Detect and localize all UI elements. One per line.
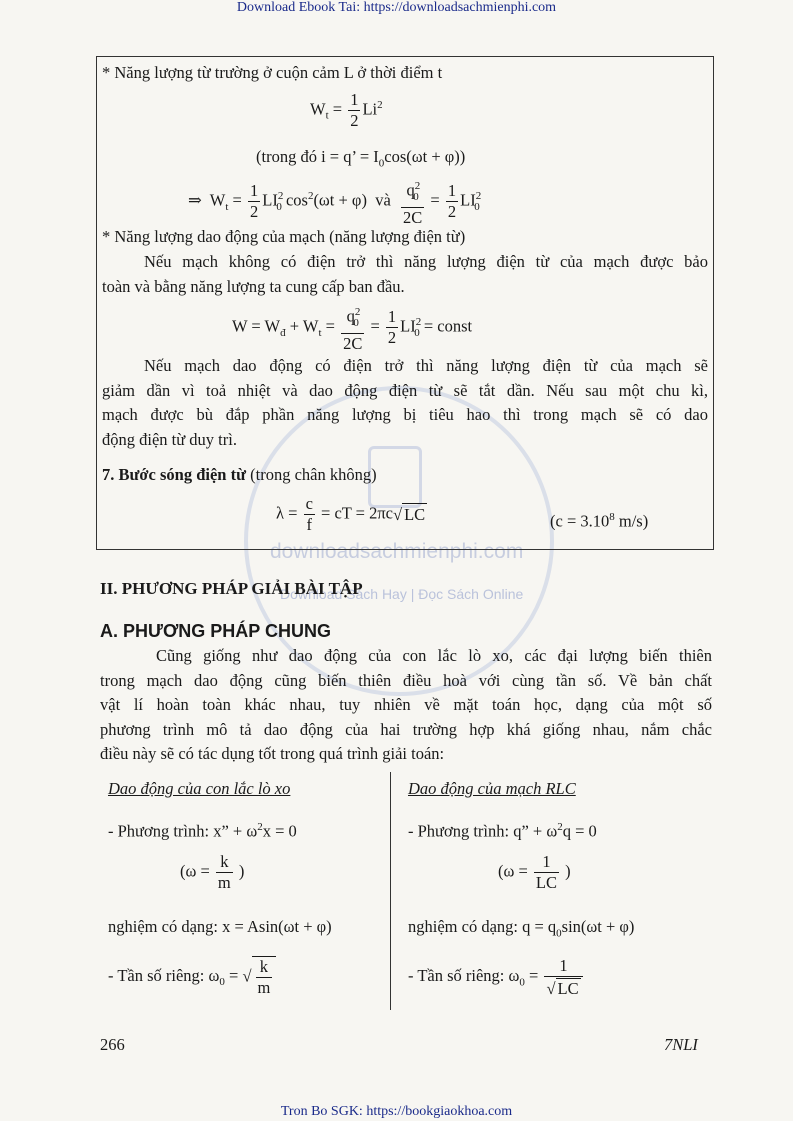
formula-part: - Tần số riêng: ω xyxy=(108,965,220,985)
formula-part: 0 xyxy=(474,200,480,213)
right-frequency xyxy=(408,956,585,999)
text-line: * Năng lượng dao động của mạch (năng lượng điện từ) xyxy=(102,227,466,246)
formula-part: Li xyxy=(362,99,378,119)
numerator: 1 xyxy=(534,852,559,873)
sqrt-symbol: √ LC xyxy=(546,978,579,998)
formula-part: 2 xyxy=(307,190,314,203)
formula-part: và xyxy=(375,190,391,210)
formula-part: t xyxy=(318,326,322,339)
formula-part: cos(ωt + φ)) xyxy=(384,147,466,166)
formula-part: = cT = 2πc xyxy=(321,503,394,523)
formula-part: 2 xyxy=(377,98,383,111)
formula-part: 0 xyxy=(556,927,562,940)
formula-part: q xyxy=(406,180,415,200)
formula-part: q = 0 xyxy=(562,821,597,841)
formula-wt-full xyxy=(188,176,480,228)
formula-part: = const xyxy=(423,316,473,336)
formula-part: W = W xyxy=(232,316,281,336)
denominator: 2 xyxy=(387,328,397,348)
formula-part: ) xyxy=(238,861,245,881)
fraction xyxy=(348,90,360,131)
denominator xyxy=(544,977,582,999)
paragraph xyxy=(102,354,708,452)
page-number: 266 xyxy=(100,1035,125,1054)
section-7-bold: 7. Bước sóng điện từ xyxy=(102,465,246,484)
formula-part: W xyxy=(310,99,326,119)
fraction xyxy=(446,181,458,222)
formula-part: - Phương trình: x” + ω xyxy=(108,821,258,841)
speed-of-light xyxy=(550,506,648,533)
formula-part: LI xyxy=(400,316,416,336)
formula-i xyxy=(256,146,465,174)
watermark-subtext: Download Sách Hay | Đọc Sách Online xyxy=(280,586,524,602)
formula-part: - Tần số riêng: ω xyxy=(408,966,520,986)
formula-part: = xyxy=(370,316,380,336)
formula-part: 2 xyxy=(257,821,263,833)
fraction xyxy=(534,852,559,893)
section-7-title xyxy=(102,464,377,486)
formula-part: = xyxy=(529,966,539,986)
radicand xyxy=(252,956,277,998)
formula-part: (c = 3.10 xyxy=(550,511,610,531)
text-line: giảm dần vì toả nhiệt và dao động điện từ sẽ tắt dần. Nếu sau một chu kì, xyxy=(102,380,708,400)
numerator: c xyxy=(305,494,313,513)
footer-link[interactable]: Tron Bo SGK: https://bookgiaokhoa.com xyxy=(280,1104,513,1119)
formula-wtotal xyxy=(232,302,472,354)
numerator: k xyxy=(216,852,233,873)
text-line: trong mạch dao động cũng biến thiên điều hoà với cùng tần số. Về bản chất xyxy=(100,670,712,690)
text-line: mạch được bù đắp phần năng lượng bị tiêu hao thì trong mạch sẽ có dao xyxy=(102,405,708,424)
denominator: 2C xyxy=(403,207,423,227)
formula-part: nghiệm có dạng: q = q xyxy=(408,917,557,936)
left-column-title: Dao động của con lắc lò xo xyxy=(108,779,291,798)
right-equation xyxy=(408,816,597,843)
text-line: Cũng giống như dao động của con lắc lò xo, các đại lượng biến thiên xyxy=(156,646,712,665)
formula-part: 2 xyxy=(475,190,482,203)
formula-part: = xyxy=(430,190,440,210)
formula-part: t xyxy=(225,200,229,213)
left-equation xyxy=(108,816,297,843)
formula-part: 0 xyxy=(414,326,420,339)
formula-part: LC xyxy=(404,505,426,524)
numerator: 1 xyxy=(249,181,259,201)
numerator: 1 xyxy=(387,307,397,327)
text-line: Nếu mạch dao động có điện trở thì năng lượng điện từ của mạch sẽ xyxy=(144,356,708,375)
watermark-text: downloadsachmienphi.com xyxy=(270,540,524,563)
text-line: điều này sẽ có tác dụng tốt trong quá trình giải toán: xyxy=(100,744,445,763)
sqrt-symbol: √ $\frac{k}{m}$ xyxy=(242,956,276,998)
text-line: phương trình mô tả dao động của hai trường hợp khá giống nhau, nắm chắc xyxy=(100,719,712,739)
arrow-icon: ⇒ xyxy=(188,190,202,210)
formula-lambda xyxy=(276,494,427,535)
formula-part: 0 xyxy=(219,976,225,989)
formula-part: 8 xyxy=(609,511,615,523)
text-line: Nếu mạch không có điện trở thì năng lượng điện từ của mạch được bảo xyxy=(144,252,708,271)
formula-part: 2 xyxy=(415,316,422,329)
formula-part: - Phương trình: q” + ω xyxy=(408,821,558,841)
formula-wt xyxy=(310,90,383,131)
left-omega xyxy=(180,852,244,893)
formula-part: (ω = xyxy=(498,861,528,881)
numerator: 1 xyxy=(544,956,582,977)
formula-part: 0 xyxy=(519,976,525,989)
intro-paragraph xyxy=(100,644,712,767)
paragraph xyxy=(102,250,708,299)
text-line: động điện từ duy trì. xyxy=(102,429,237,449)
denominator: 2 xyxy=(350,111,359,130)
text-line: * Năng lượng từ trường ở cuộn cảm L ở thời điểm t xyxy=(102,63,443,82)
column-divider xyxy=(390,772,391,1010)
fraction xyxy=(386,307,398,348)
formula-part: 2 xyxy=(557,821,563,833)
subsection-heading: A. PHƯƠNG PHÁP CHUNG xyxy=(100,621,331,641)
formula-part: đ xyxy=(280,326,286,339)
fraction xyxy=(248,181,260,222)
text-line: vật lí hoàn toàn khác nhau, tuy nhiên về mặt toán học, dạng của một số xyxy=(100,695,712,714)
fraction xyxy=(304,494,315,535)
formula-part: = xyxy=(232,190,242,210)
fraction xyxy=(341,302,364,354)
formula-part: = xyxy=(332,99,343,119)
corner-mark: 7NLI xyxy=(664,1035,698,1054)
numerator xyxy=(341,302,364,334)
denominator: 2 xyxy=(447,202,457,222)
formula-part: = xyxy=(229,965,239,985)
denominator: 2C xyxy=(343,333,363,353)
fraction xyxy=(544,956,582,999)
fraction xyxy=(401,176,424,228)
formula-part: 0 xyxy=(413,190,419,203)
section-heading: II. PHƯƠNG PHÁP GIẢI BÀI TẬP xyxy=(100,579,363,598)
formula-part: (trong đó i = q’ = I xyxy=(256,147,379,166)
formula-part: 0 xyxy=(276,200,282,213)
formula-part: sin(ωt + φ) xyxy=(561,917,635,936)
formula-part: x = 0 xyxy=(262,821,297,841)
formula-part: (ω = xyxy=(180,861,210,881)
sqrt-symbol: √ LC xyxy=(393,505,426,524)
denominator: 2 xyxy=(249,202,259,222)
formula-part: 2 xyxy=(414,180,421,192)
formula-part: m/s) xyxy=(618,511,649,531)
right-column-title: Dao động của mạch RLC xyxy=(408,779,576,798)
formula-part: λ = xyxy=(276,503,298,523)
left-solution: nghiệm có dạng: x = Asin(ωt + φ) xyxy=(108,917,332,936)
formula-part: 0 xyxy=(353,316,359,329)
fraction xyxy=(256,957,273,998)
denominator: f xyxy=(306,515,312,534)
formula-part: 0 xyxy=(378,157,385,170)
denominator: m xyxy=(257,978,271,997)
formula-part: (ωt + φ) xyxy=(313,190,367,210)
denominator: LC xyxy=(535,873,558,892)
formula-part: q xyxy=(346,306,355,326)
numerator: 1 xyxy=(350,90,359,109)
section-7-rest: (trong chân không) xyxy=(250,465,377,484)
denominator: m xyxy=(217,873,231,892)
header-link[interactable]: Download Ebook Tai: https://downloadsachmienphi.com xyxy=(236,0,557,15)
formula-part: LI xyxy=(460,190,476,210)
right-omega xyxy=(498,852,571,893)
text-line: toàn và bằng năng lượng ta cung cấp ban đầu. xyxy=(102,276,405,296)
formula-part: ) xyxy=(565,861,571,881)
formula-part: W xyxy=(209,190,226,210)
numerator: k xyxy=(256,957,273,978)
formula-part: = xyxy=(325,316,335,336)
left-frequency xyxy=(108,956,276,998)
right-solution xyxy=(408,916,634,944)
numerator xyxy=(401,176,424,208)
numerator: 1 xyxy=(447,181,457,201)
formula-part: 2 xyxy=(354,306,361,318)
formula-part: cos xyxy=(285,190,308,210)
formula-part: LC xyxy=(557,978,579,998)
formula-part: + W xyxy=(289,316,319,336)
fraction xyxy=(216,852,233,893)
formula-part: 2 xyxy=(277,190,284,203)
formula-part: LI xyxy=(262,190,278,210)
formula-part: t xyxy=(325,109,329,122)
